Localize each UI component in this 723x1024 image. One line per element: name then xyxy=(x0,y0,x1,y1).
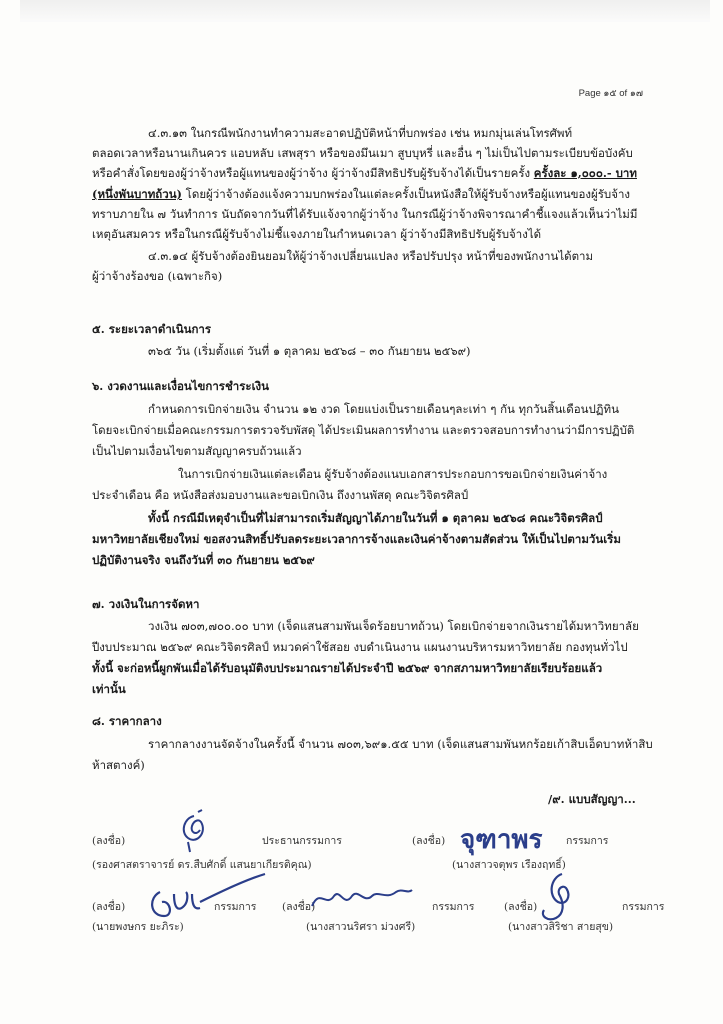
section-7-line-2: ปีงบประมาณ ๒๕๖๙ คณะวิจิตรศิลป์ หมวดค่าใช้สอย งบดำเนินงาน แผนงานบริหารมหาวิทยาลัย กองทุนทั่วไป xyxy=(92,640,628,654)
section-8-line-2: ห้าสตางค์) xyxy=(92,758,145,772)
m4-signature xyxy=(534,866,594,926)
section-8-line-1: ราคากลางงานจัดจ้างในครั้งนี้ จำนวน ๗๐๓,๖๙๑.๕๕ บาท (เจ็ดแสนสามพันหกร้อยเก้าสิบเอ็ดบาทห้าสิบ xyxy=(148,737,653,751)
section-5-text: ๓๖๕ วัน (เริ่มตั้งแต่ วันที่ ๑ ตุลาคม ๒๕๖๘ – ๓๐ กันยายน ๒๕๖๙) xyxy=(148,344,471,358)
section-7-line-1: วงเงิน ๗๐๓,๗๐๐.๐๐ บาท (เจ็ดแสนสามพันเจ็ดร้อยบาทถ้วน) โดยเบิกจ่ายจากเงินรายได้มหาวิทยาลัย xyxy=(148,619,639,633)
chair-role: ประธานกรรมการ xyxy=(262,835,342,847)
chair-name: (รองศาสตราจารย์ ดร.สืบศักดิ์ แสนยาเกียรติคุณ) xyxy=(92,859,312,871)
m3-name: (นางสาวนริศรา ม่วงศรี) xyxy=(306,921,416,933)
section-6-line-2: โดยจะเบิกจ่ายเมื่อคณะกรรมการตรวจรับพัสดุ ได้ประเมินผลการทำงาน และตรวจสอบการทำงานว่ามีการปฏิบัติ xyxy=(92,423,635,437)
sign-label-chair: (ลงชื่อ) xyxy=(92,835,126,847)
m1-name: (นางสาวจตุพร เรืองฤทธิ์) xyxy=(452,859,566,871)
clause-4-3-13-line-2: ตลอดเวลาหรือนานเกินควร แอบหลับ เสพสุรา หรือของมึนเมา สูบบุหรี่ และอื่น ๆ ไม่เป็นไปตามระเบียบข้อบังคับ xyxy=(92,146,633,160)
section-6-bold-2: มหาวิทยาลัยเชียงใหม่ ขอสงวนสิทธิ์ปรับลดระยะเวลาการจ้างและเงินค่าจ้างตามสัดส่วน ให้เป็นไปตามวันเริ่ม xyxy=(92,532,621,546)
fine-amount: ครั้งละ ๑,๐๐๐.- บาท xyxy=(533,166,637,180)
fine-amount-words: (หนึ่งพันบาทถ้วน) xyxy=(92,187,183,201)
page-number: Page ๑๕ of ๑๗ xyxy=(578,88,643,99)
clause-4-3-13-line-4: (หนึ่งพันบาทถ้วน) โดยผู้ว่าจ้างต้องแจ้งความบกพร่องในแต่ละครั้งเป็นหนังสือให้ผู้รับจ้างหรือผู้แทนของผู้รับจ้าง xyxy=(92,187,631,201)
m3-role: กรรมการ xyxy=(432,901,475,913)
clause-4-3-14-line-2: ผู้ว่าจ้างร้องขอ (เฉพาะกิจ) xyxy=(92,269,223,283)
section-6-heading: ๖. งวดงานและเงื่อนไขการชำระเงิน xyxy=(92,379,269,393)
sign-label-m3: (ลงชื่อ) xyxy=(282,901,316,913)
section-7-bold-1: ทั้งนี้ จะก่อหนี้ผูกพันเมื่อได้รับอนุมัติงบประมาณรายได้ประจำปี ๒๕๖๙ จากสภามหาวิทยาลัยเรียบร้อยแล้ว xyxy=(92,661,603,675)
m2-signature xyxy=(140,872,270,932)
continued-marker: /๙. แบบสัญญา... xyxy=(548,792,636,806)
clause-4-3-13-line-1: ๔.๓.๑๓ ในกรณีพนักงานทำความสะอาดปฏิบัติหน้าที่บกพร่อง เช่น หมกมุ่นเล่นโทรศัพท์ xyxy=(148,126,573,140)
sign-label-m4: (ลงชื่อ) xyxy=(504,901,538,913)
clause-4-3-13-line-5: ทราบภายใน ๗ วันทำการ นับถัดจากวันที่ได้รับแจ้งจากผู้ว่าจ้าง ในกรณีผู้ว่าจ้างพิจารณาคำชี้แจงแล้วเห็นว่าไม่มี xyxy=(92,207,638,221)
section-8-heading: ๘. ราคากลาง xyxy=(92,714,162,728)
section-6-line-3: เป็นไปตามเงื่อนไขตามสัญญาครบถ้วนแล้ว xyxy=(92,444,302,458)
section-6-bold-1: ทั้งนี้ กรณีมีเหตุจำเป็นที่ไม่สามารถเริ่มสัญญาได้ภายในวันที่ ๑ ตุลาคม ๒๕๖๘ คณะวิจิตรศิลป์ xyxy=(148,511,603,525)
m1-signature-text: จุฑาพร xyxy=(460,825,543,855)
sign-label-m1: (ลงชื่อ) xyxy=(412,835,446,847)
m2-name: (นายพงษกร ยะภิระ) xyxy=(92,921,184,933)
scan-artifact xyxy=(20,0,710,22)
m1-signature xyxy=(456,820,556,860)
clause-4-3-13-line-3: หรือคำสั่งโดยของผู้ว่าจ้างหรือผู้แทนของผู้ว่าจ้าง ผู้ว่าจ้างมีสิทธิปรับผู้รับจ้างได้เป็นรายครั้ง ครั้งละ ๑,๐๐๐.- บาท xyxy=(92,166,637,180)
section-6-line-5: ประจำเดือน คือ หนังสือส่งมอบงานและขอเบิกเงิน ถึงงานพัสดุ คณะวิจิตรศิลป์ xyxy=(92,488,469,502)
m4-role: กรรมการ xyxy=(622,901,665,913)
section-7-heading: ๗. วงเงินในการจัดหา xyxy=(92,597,200,611)
chair-signature xyxy=(170,808,220,856)
section-5-heading: ๕. ระยะเวลาดำเนินการ xyxy=(92,322,212,336)
m4-name: (นางสาวสิริชา สายสุข) xyxy=(508,921,614,933)
sign-label-m2: (ลงชื่อ) xyxy=(92,901,126,913)
section-6-bold-3: ปฏิบัติงานจริง จนถึงวันที่ ๓๐ กันยายน ๒๕๖๙ xyxy=(92,553,315,567)
clause-4-3-13-line-6: เหตุอันสมควร หรือในกรณีผู้รับจ้างไม่ชี้แจงภายในกำหนดเวลา ผู้ว่าจ้างมีสิทธิปรับผู้รับจ้างได้ xyxy=(92,227,542,241)
section-7-bold-2: เท่านั้น xyxy=(92,682,126,696)
clause-4-3-14-line-1: ๔.๓.๑๔ ผู้รับจ้างต้องยินยอมให้ผู้ว่าจ้างเปลี่ยนแปลง หรือปรับปรุง หน้าที่ของพนักงานได้ตาม xyxy=(148,249,594,263)
m3-signature xyxy=(306,878,416,918)
section-6-line-4: ในการเบิกจ่ายเงินแต่ละเดือน ผู้รับจ้างต้องแนบเอกสารประกอบการขอเบิกจ่ายเงินค่าจ้าง xyxy=(178,467,608,481)
section-6-line-1: กำหนดการเบิกจ่ายเงิน จำนวน ๑๒ งวด โดยแบ่งเป็นรายเดือนๆละเท่า ๆ กัน ทุกวันสิ้นเดือนปฏิทิน xyxy=(148,402,619,416)
m2-role: กรรมการ xyxy=(214,901,257,913)
m1-role: กรรมการ xyxy=(566,835,609,847)
